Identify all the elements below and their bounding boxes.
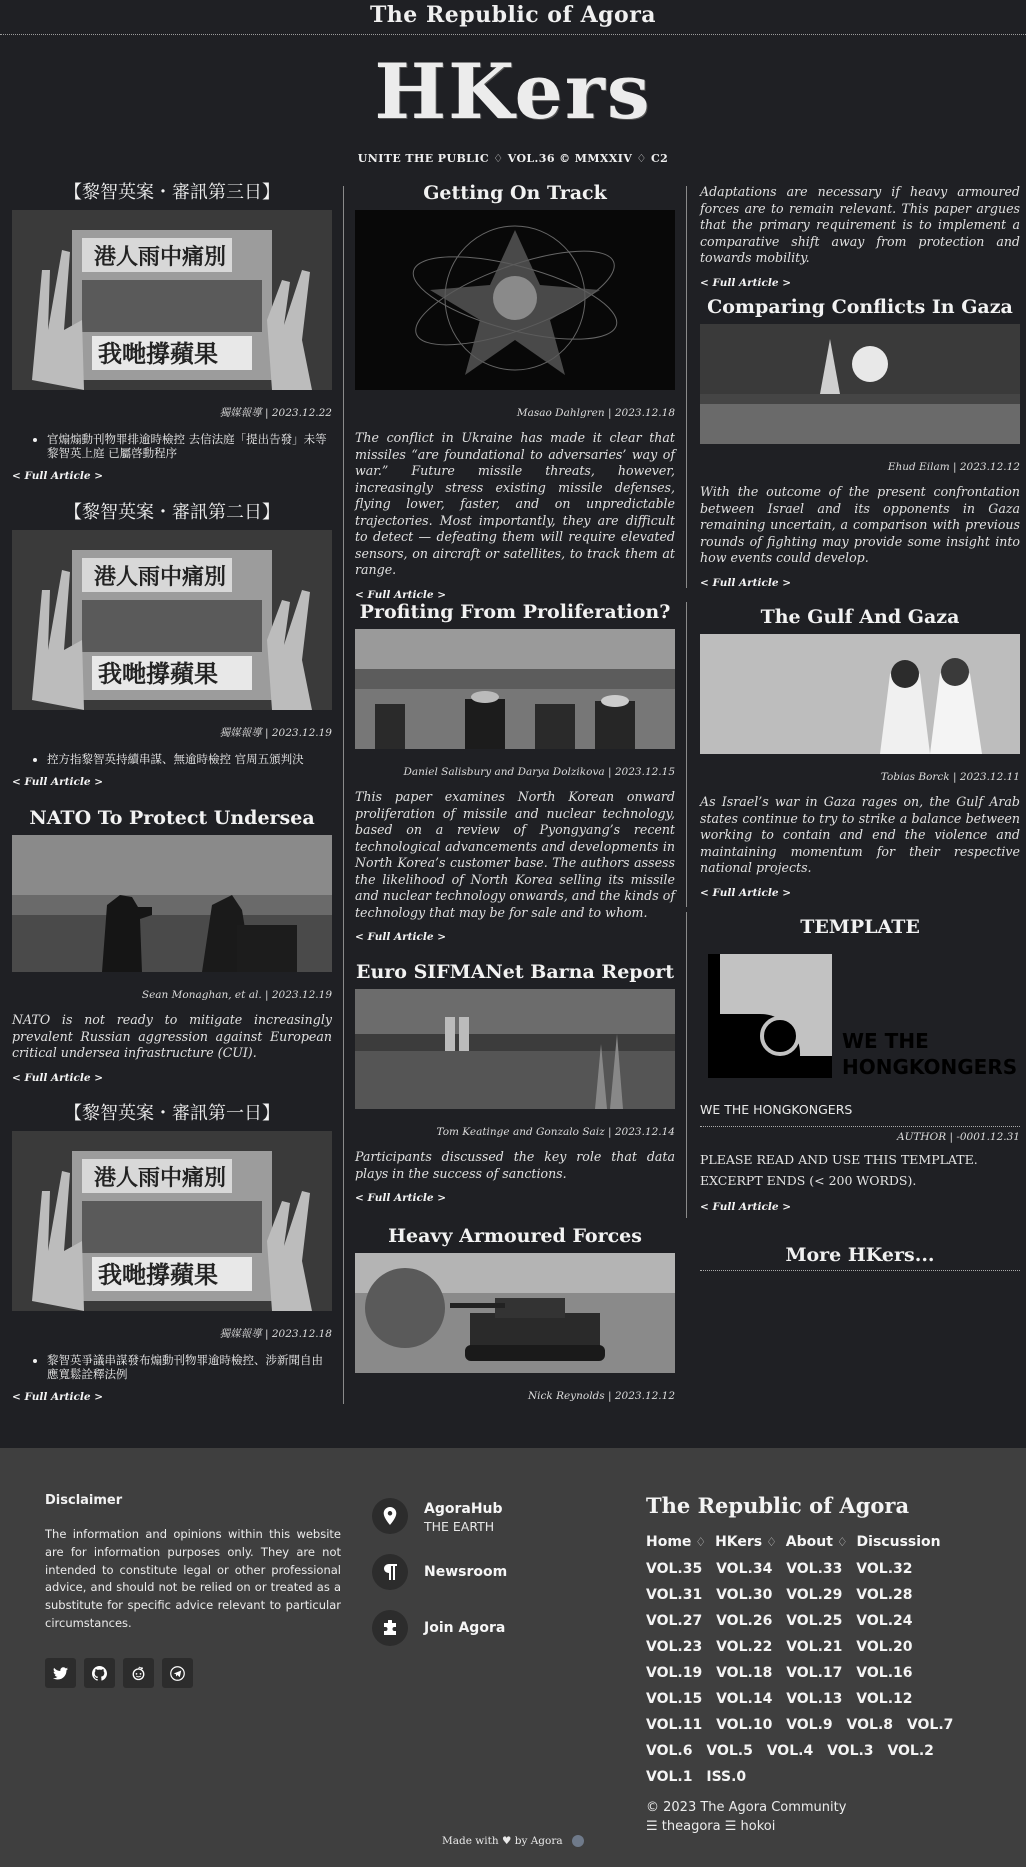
volume-link[interactable]: VOL.35 <box>646 1561 703 1577</box>
svg-text:我哋撐蘋果: 我哋撐蘋果 <box>98 1261 218 1289</box>
github-icon[interactable] <box>84 1658 115 1688</box>
protest-photo[interactable] <box>12 530 332 710</box>
volume-link[interactable]: ISS.0 <box>706 1769 747 1785</box>
article-card <box>12 500 332 805</box>
article-card <box>12 805 332 1101</box>
volume-link[interactable]: VOL.16 <box>856 1665 913 1681</box>
volume-link[interactable]: VOL.30 <box>716 1587 773 1603</box>
volume-link[interactable]: VOL.29 <box>786 1587 843 1603</box>
footer <box>0 1448 1026 1867</box>
article-byline: 獨媒報導 | 2023.12.19 <box>219 727 332 739</box>
full-article-link[interactable]: < Full Article > <box>12 1071 104 1084</box>
column-right <box>700 180 1020 1271</box>
article-summary: NATO is not ready to mitigate increasingly prevalent Russian aggression against European critical undersea infrastructure (CUI). <box>12 1012 332 1060</box>
article-byline: Daniel Salisbury and Darya Dolzikova | 2023.12.15 <box>403 766 675 778</box>
article-card <box>700 294 1020 604</box>
volume-link[interactable]: VOL.21 <box>786 1639 843 1655</box>
volume-link[interactable]: VOL.26 <box>716 1613 773 1629</box>
volume-link[interactable]: VOL.14 <box>716 1691 773 1707</box>
article-byline: Tobias Borck | 2023.12.11 <box>880 771 1020 783</box>
disclaimer-title: Disclaimer <box>45 1493 123 1508</box>
template-body <box>700 1149 1020 1191</box>
nav-hkers[interactable]: HKers <box>715 1534 763 1550</box>
nav-discussion[interactable]: Discussion <box>856 1534 941 1550</box>
gaza-photo[interactable] <box>700 324 1020 444</box>
made-with-prefix: Made with <box>442 1835 499 1847</box>
article-card <box>355 180 675 599</box>
article-summary: As Israel’s war in Gaza rages on, the Gulf Arab states continue to try to strike a balance between working to contain and end the violence and maintaining momentum for their respective national projects. <box>700 794 1020 875</box>
volume-link[interactable]: VOL.6 <box>646 1743 693 1759</box>
protest-photo[interactable] <box>12 210 332 390</box>
column-divider <box>343 186 344 1404</box>
volume-link[interactable]: VOL.34 <box>716 1561 773 1577</box>
volume-link[interactable]: VOL.18 <box>716 1665 773 1681</box>
volume-link[interactable]: VOL.28 <box>856 1587 913 1603</box>
article-byline: 獨媒報導 | 2023.12.22 <box>219 407 332 419</box>
article-card <box>12 1101 332 1404</box>
volume-link[interactable]: VOL.9 <box>786 1717 833 1733</box>
site-logo[interactable]: HKers <box>374 47 652 136</box>
full-article-link[interactable]: < Full Article > <box>12 470 104 482</box>
scroll-indicator-icon[interactable] <box>572 1835 584 1847</box>
volume-link[interactable]: VOL.31 <box>646 1587 703 1603</box>
nav-home[interactable]: Home <box>646 1534 692 1550</box>
tank-photo[interactable] <box>355 1253 675 1373</box>
globe-photo[interactable] <box>355 210 675 390</box>
template-line: PLEASE READ AND USE THIS TEMPLATE. <box>700 1152 978 1167</box>
volume-link[interactable]: VOL.12 <box>856 1691 913 1707</box>
article-title[interactable]: Getting On Track <box>423 182 607 204</box>
full-article-link[interactable]: < Full Article > <box>700 1201 792 1213</box>
volume-link[interactable]: VOL.15 <box>646 1691 703 1707</box>
republic-title[interactable]: The Republic of Agora <box>369 2 657 28</box>
article-title[interactable]: Comparing Conflicts In Gaza <box>707 296 1013 318</box>
article-summary: Adaptations are necessary if heavy armoured forces are to remain relevant. This paper argues that the primary requirement is to implement a comparative shift away from protection and towards mobility. <box>700 184 1020 265</box>
gulf-leaders-photo[interactable] <box>700 634 1020 754</box>
map-pin-icon <box>372 1498 408 1534</box>
reddit-icon[interactable] <box>123 1658 154 1688</box>
full-article-link[interactable]: < Full Article > <box>355 1192 447 1204</box>
volume-link[interactable]: VOL.22 <box>716 1639 773 1655</box>
volume-link[interactable]: VOL.27 <box>646 1613 703 1629</box>
svg-text:港人雨中痛別: 港人雨中痛別 <box>94 1166 227 1191</box>
full-article-link[interactable]: < Full Article > <box>12 776 104 788</box>
footer-brand[interactable]: The Republic of Agora <box>646 1493 910 1518</box>
disclaimer-text: The information and opinions within this website are for information purposes only. They are not intended to constitute legal or other professional advice, and should not be relied on or treated as a substitute for specific advice relevant to particular circumstances. <box>45 1527 341 1630</box>
article-title[interactable]: The Gulf And Gaza <box>760 606 960 628</box>
top-bar <box>0 0 1026 35</box>
telegram-icon[interactable] <box>162 1658 193 1688</box>
made-with-suffix[interactable]: by Agora <box>514 1835 563 1847</box>
template-label: WE THE HONGKONGERS <box>700 1102 1020 1127</box>
contact-list <box>372 1498 602 1666</box>
article-card <box>700 604 1020 914</box>
article-bullets <box>12 752 332 766</box>
volume-link[interactable]: VOL.7 <box>906 1717 954 1733</box>
volume-list <box>646 1556 986 1790</box>
volume-link[interactable]: VOL.1 <box>646 1769 693 1785</box>
we-the-hongkongers-logo[interactable] <box>700 944 1020 1084</box>
soldier-photo[interactable] <box>12 835 332 972</box>
masthead <box>0 35 1026 151</box>
agora-nav <box>646 1493 986 1836</box>
contact-agorahub[interactable] <box>372 1498 602 1534</box>
contact-title: Join Agora <box>424 1620 506 1636</box>
column-divider <box>686 186 687 588</box>
volume-link[interactable]: VOL.24 <box>856 1613 913 1629</box>
contact-newsroom[interactable] <box>372 1554 602 1590</box>
article-bullets <box>12 1353 332 1381</box>
article-byline: 獨媒報導 | 2023.12.18 <box>219 1328 332 1340</box>
nav-about[interactable]: About <box>785 1534 833 1550</box>
more-hkers-link[interactable]: More HKers... <box>700 1238 1020 1271</box>
article-summary: The conflict in Ukraine has made it clear that missiles “are foundational to adversaries’ way of war.” Future missile threats, however, increasingly stress existing missile defenses, flying lower, faster, and on unpredictable trajectories. Most importantly, they are difficult to detect — defeating them will require elevated sensors, on aircraft or satellites, to track them at range. <box>355 430 675 577</box>
city-photo[interactable] <box>355 989 675 1109</box>
template-author: AUTHOR | -0001.12.31 <box>897 1131 1020 1143</box>
volume-link[interactable]: VOL.32 <box>856 1561 913 1577</box>
contact-title: AgoraHub <box>424 1501 503 1517</box>
article-byline: Sean Monaghan, et al. | 2023.12.19 <box>141 989 332 1001</box>
article-title[interactable]: 【黎智英案・審訊第二日】 <box>64 502 280 523</box>
volume-link[interactable]: VOL.25 <box>786 1613 843 1629</box>
article-title[interactable]: Euro SIFMANet Barna Report <box>355 961 675 983</box>
template-title[interactable]: TEMPLATE <box>800 916 920 938</box>
article-byline: Masao Dahlgren | 2023.12.18 <box>516 407 675 419</box>
copyright-text: © 2023 The Agora Community <box>646 1800 847 1815</box>
article-byline: Tom Keatinge and Gonzalo Saiz | 2023.12.14 <box>436 1126 675 1138</box>
article-bullets <box>12 432 332 460</box>
disclaimer <box>45 1493 341 1633</box>
template-line: EXCERPT ENDS (< 200 WORDS). <box>700 1173 917 1188</box>
volume-link[interactable]: VOL.19 <box>646 1665 703 1681</box>
article-card <box>355 599 675 959</box>
article-title[interactable]: NATO To Protect Undersea <box>29 807 315 829</box>
full-article-link[interactable]: < Full Article > <box>12 1391 104 1403</box>
volume-link[interactable]: VOL.23 <box>646 1639 703 1655</box>
volume-link[interactable]: VOL.10 <box>716 1717 773 1733</box>
article-card <box>355 1223 675 1403</box>
article-grid <box>0 180 1026 1420</box>
volume-link[interactable]: VOL.2 <box>887 1743 934 1759</box>
contact-join-agora[interactable] <box>372 1610 602 1646</box>
article-bullet[interactable]: • 黎智英爭議串謀發布煽動刊物罪逾時檢控、涉新聞自由應寬鬆詮釋法例 <box>47 1353 332 1381</box>
article-byline: Nick Reynolds | 2023.12.12 <box>527 1390 675 1402</box>
volume-link[interactable]: VOL.33 <box>786 1561 843 1577</box>
volume-link[interactable]: VOL.5 <box>706 1743 753 1759</box>
heart-icon: ♥ <box>501 1835 512 1847</box>
article-summary: Participants discussed the key role that data plays in the success of sanctions. <box>355 1149 675 1181</box>
full-article-link[interactable]: < Full Article > <box>700 276 792 289</box>
social-links <box>45 1658 193 1688</box>
article-byline: Ehud Eilam | 2023.12.12 <box>887 461 1020 473</box>
protest-photo[interactable] <box>12 1131 332 1311</box>
puzzle-icon <box>372 1610 408 1646</box>
article-bullet[interactable]: • 官煽煽動刊物罪排逾時檢控 去信法庭「提出告發」未等黎智英上庭 已屬啓動程序 <box>47 432 332 460</box>
svg-text:我哋撐蘋果: 我哋撐蘋果 <box>98 660 218 688</box>
svg-text:WE THE: WE THE <box>842 1029 929 1053</box>
made-with <box>0 1827 1026 1867</box>
full-article-link[interactable]: < Full Article > <box>355 588 447 601</box>
column-divider <box>686 602 687 907</box>
article-summary: This paper examines North Korean onward proliferation of missile and nuclear technology, based on a review of Pyongyang’s recent technological advancements and developments in North Korea’s customer base. The authors assess the likelihood of North Korea selling its missile and nuclear technology onwards, and the kinds of technology that may be for sale and to whom. <box>355 789 675 920</box>
article-bullet[interactable]: • 控方指黎智英持續串謀、無逾時檢控 官周五頒判決 <box>47 752 332 766</box>
social-handles[interactable]: ☰ theagora ☰ hokoi <box>646 1819 776 1834</box>
column-divider <box>686 912 687 1218</box>
twitter-icon[interactable] <box>45 1658 76 1688</box>
svg-text:我哋撐蘋果: 我哋撐蘋果 <box>98 340 218 368</box>
volume-link[interactable]: VOL.8 <box>846 1717 894 1733</box>
template-card <box>700 914 1020 1271</box>
volume-link[interactable]: VOL.4 <box>766 1743 814 1759</box>
parade-photo[interactable] <box>355 629 675 749</box>
volume-link[interactable]: VOL.13 <box>786 1691 843 1707</box>
article-card <box>12 180 332 500</box>
article-title[interactable]: Profiting From Proliferation? <box>359 601 671 623</box>
svg-text:港人雨中痛別: 港人雨中痛別 <box>94 565 227 590</box>
contact-subtitle: THE EARTH <box>424 1519 495 1534</box>
article-title[interactable]: 【黎智英案・審訊第一日】 <box>64 1103 280 1124</box>
column-left <box>12 180 332 1404</box>
article-card <box>700 184 1020 294</box>
volume-link[interactable]: VOL.11 <box>646 1717 703 1733</box>
article-title[interactable]: Heavy Armoured Forces <box>388 1225 642 1247</box>
svg-text:HONGKONGERS: HONGKONGERS <box>842 1055 1018 1079</box>
volume-link[interactable]: VOL.20 <box>856 1639 913 1655</box>
article-title[interactable]: 【黎智英案・審訊第三日】 <box>64 182 280 203</box>
footer-nav: Home ♢ HKers ♢ About ♢ Discussion <box>646 1534 941 1550</box>
volume-link[interactable]: VOL.17 <box>786 1665 843 1681</box>
full-article-link[interactable]: < Full Article > <box>700 886 792 899</box>
article-card <box>355 959 675 1223</box>
svg-text:港人雨中痛別: 港人雨中痛別 <box>94 245 227 270</box>
pilcrow-icon <box>372 1554 408 1590</box>
article-summary: With the outcome of the present confrontation between Israel and its opponents in Gaza remaining uncertain, a comparison with previous rounds of fighting may provide some insight into how events could develop. <box>700 484 1020 565</box>
full-article-link[interactable]: < Full Article > <box>700 576 792 589</box>
column-middle <box>355 180 675 1403</box>
tagline: UNITE THE PUBLIC ♢ VOL.36 © MMXXIV ♢ C2 <box>357 152 669 165</box>
volume-link[interactable]: VOL.3 <box>827 1743 874 1759</box>
contact-title: Newsroom <box>424 1564 508 1580</box>
full-article-link[interactable]: < Full Article > <box>355 931 447 943</box>
